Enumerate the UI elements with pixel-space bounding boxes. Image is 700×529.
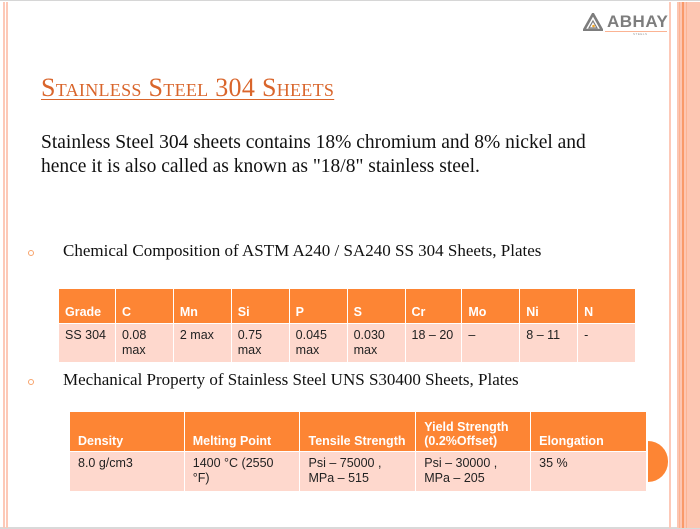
logo-subtext: STEELS xyxy=(633,32,648,36)
column-header: Density xyxy=(70,412,185,452)
table-cell: 18 – 20 xyxy=(405,324,462,363)
right-decorative-line xyxy=(669,2,671,528)
right-band-stripe xyxy=(679,2,680,528)
left-decorative-line xyxy=(6,2,8,528)
table-cell: SS 304 xyxy=(59,324,116,363)
table-cell: 2 max xyxy=(173,324,231,363)
bullet-text: Chemical Composition of ASTM A240 / SA240 SS 304 Sheets, Plates xyxy=(63,241,542,260)
left-decorative-line xyxy=(3,2,5,528)
table-cell: 0.75 max xyxy=(231,324,289,363)
column-header: Mo xyxy=(462,289,520,324)
column-header: Grade xyxy=(59,289,116,324)
table-header-row xyxy=(70,412,647,452)
table-cell: - xyxy=(578,324,636,363)
intro-paragraph: Stainless Steel 304 sheets contains 18% chromium and 8% nickel and hence it is also called as known as "18/8" stainless steel. xyxy=(41,132,586,177)
table-cell: 35 % xyxy=(531,452,647,492)
table-row xyxy=(59,324,636,363)
table-cell: 0.045 max xyxy=(289,324,347,363)
right-band-stripe xyxy=(682,2,684,528)
column-header: N xyxy=(578,289,636,324)
column-header: P xyxy=(289,289,347,324)
column-header: Melting Point xyxy=(184,412,300,452)
bullet-circle-icon xyxy=(28,379,34,385)
column-header: Si xyxy=(231,289,289,324)
table-cell: Psi – 75000 , MPa – 515 xyxy=(300,452,416,492)
bullet-mechanical-property xyxy=(24,370,624,414)
table-row xyxy=(70,452,647,492)
column-header: Tensile Strength xyxy=(300,412,416,452)
table-cell: 8 – 11 xyxy=(520,324,578,363)
bullet-chemical-composition xyxy=(24,241,624,285)
column-header: Cr xyxy=(405,289,462,324)
column-header: Yield Strength (0.2%Offset) xyxy=(416,412,531,452)
company-logo xyxy=(583,11,668,37)
chemical-composition-table xyxy=(58,288,636,363)
column-header: Elongation xyxy=(531,412,647,452)
slide-title: Stainless Steel 304 Sheets xyxy=(41,73,335,102)
table-cell: 0.030 max xyxy=(347,324,405,363)
right-band-stripe xyxy=(686,2,687,528)
table-cell: 1400 °C (2550 °F) xyxy=(184,452,300,492)
column-header: C xyxy=(115,289,173,324)
mechanical-property-table xyxy=(69,411,647,492)
column-header: Mn xyxy=(173,289,231,324)
decorative-semicircle xyxy=(648,441,668,482)
column-header: Ni xyxy=(520,289,578,324)
table-cell: 8.0 g/cm3 xyxy=(70,452,185,492)
triangle-logo-icon xyxy=(583,13,603,31)
bullet-text: Mechanical Property of Stainless Steel UNS S30400 Sheets, Plates xyxy=(63,370,519,389)
table-cell: – xyxy=(462,324,520,363)
table-header-row xyxy=(59,289,636,324)
bullet-circle-icon xyxy=(28,250,34,256)
right-decorative-band xyxy=(677,2,700,528)
column-header: S xyxy=(347,289,405,324)
table-cell: Psi – 30000 , MPa – 205 xyxy=(416,452,531,492)
logo-name: ABHAY xyxy=(607,12,669,31)
table-cell: 0.08 max xyxy=(115,324,173,363)
